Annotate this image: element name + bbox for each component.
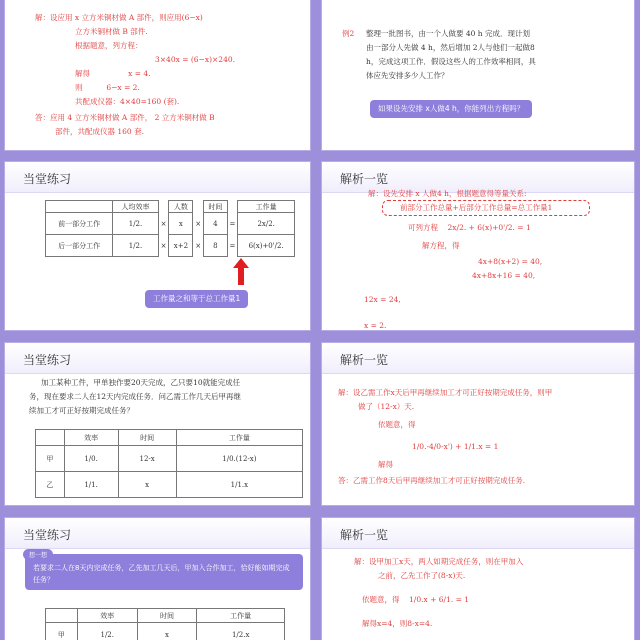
slide-7[interactable] [5,518,310,640]
solution-line: 解：设乙需工作x天后甲再继续加工才可正好按期完成任务，则甲 [338,388,553,397]
equation-line: 依题意，得 1/0.x + 6/1. = 1 [362,595,470,604]
solution-line: 4x+8(x+2) = 40, [478,257,543,266]
slide-title: 解析一览 [340,353,389,367]
table-cell: 1/2. [113,213,158,235]
arrow-shaft [238,267,244,285]
table-cell: 1/2.x [197,623,285,640]
table-cell: x [169,213,193,235]
solution-line: 解：设甲加工x天，两人如期完成任务，则在甲加入 [354,557,524,566]
slide-1[interactable] [5,0,310,150]
problem-line: 加工某种工件，甲单独作要20天完成，乙只要10就能完成任 [41,378,241,387]
table-cell: 后一部分工作 [46,235,113,257]
table-cell: 1/0.(12-x) [176,446,302,472]
solution-line: 4x+8x+16 = 40, [472,271,536,280]
table-header: 人均效率 [113,201,158,213]
problem-line: h，完成这项工作．假设这些人的工作效率相同，具 [366,57,536,66]
work-table [45,608,285,640]
equation-line: 1/0.-4/0-x') + 1/1.x = 1 [412,442,499,451]
table-cell: 1/1.x [176,472,302,498]
slide1-line: 立方米铜材做 B 部件. [75,27,148,36]
think-tag: 想一想 [23,549,53,560]
problem-line: 务，现在要求二人在12天内完成任务．问乙需工作几天后甲再继 [29,392,242,401]
table-cell: 甲 [36,446,65,472]
work-table [45,200,295,257]
slide1-line: 3×40x = (6−x)×240. [155,55,236,64]
table-header: 人数 [169,201,193,213]
table-cell: 1/0. [64,446,118,472]
slide-4[interactable] [322,162,634,330]
slide1-line: 则 6−x = 2. [75,83,140,92]
table-header [46,201,113,213]
table-cell: 乙 [36,472,65,498]
solution-line: 做了（12-x）天. [358,402,415,411]
slide-6[interactable] [322,343,634,505]
table-cell: 4 [204,213,227,235]
table-cell: 1/2. [77,623,137,640]
slide-8[interactable] [322,518,634,640]
table-header [46,609,78,623]
hint-pill[interactable]: 如果设先安排 x人做4 h，你能列出方程吗？ [370,100,532,118]
table-header: 效率 [64,430,118,446]
times-sign: × [160,241,167,250]
slide-title: 解析一览 [340,528,389,542]
table-cell: x [118,472,176,498]
table-header: 时间 [118,430,176,446]
problem-line: 体应先安排多少人工作？ [366,71,449,80]
think-question: 若要求二人在8天内完成任务，乙先加工几天后，甲加入合作加工，恰好能如期完成任务？ [25,554,303,590]
solution-line: 解得x=4，则8-x=4. [362,619,433,628]
answer-line: 答：乙需工作8天后甲再继续加工才可正好按期完成任务. [338,476,526,485]
table-cell: 12-x [118,446,176,472]
times-sign: × [195,219,202,228]
table-cell: 1/2. [113,235,158,257]
table-cell: 甲 [46,623,78,640]
solution-line: 解方程，得 [422,241,460,250]
slide-header [5,518,310,549]
problem-line: 由一部分人先做 4 h，然后增加 2人与他们一起做8 [366,43,535,52]
equals-sign: = [229,241,236,250]
table-cell: x [137,623,197,640]
slide-header [5,343,310,374]
slide-title: 当堂练习 [23,353,72,367]
callout-pill: 工作量之和等于总工作量1 [145,290,248,308]
slide-title: 当堂练习 [23,528,72,542]
table-header: 工作量 [197,609,285,623]
solution-line: 解得 [378,460,393,469]
slide-header [322,518,634,549]
slide-header [5,162,310,193]
table-cell: 前一部分工作 [46,213,113,235]
slide-header [322,343,634,374]
slide1-line: 解得 x = 4. [75,69,151,78]
solution-line: 之前，乙先工作了(8-x)天. [378,571,466,580]
slide1-line: 答：应用 4 立方米铜材做 A 部件， 2 立方米铜材做 B [35,113,215,122]
solution-line: 依题意，得 [378,420,416,429]
efficiency-table [35,429,303,498]
solution-line: 12x = 24, [364,295,401,304]
table-header: 时间 [204,201,227,213]
solution-line: 解：设先安排 x 人做4 h，根据题意得等量关系: [368,189,527,198]
problem-line: 整理一批图书，由一个人做要 40 h 完成．现计划 [366,29,531,38]
table-header: 工作量 [176,430,302,446]
times-sign: × [195,241,202,250]
table-header: 时间 [137,609,197,623]
slide-2[interactable] [322,0,634,150]
solution-line: 前部分工作总量+后部分工作总量=总工作量1 [400,203,553,212]
slide-title: 当堂练习 [23,172,72,186]
slide1-line: 根据题意，列方程： [75,41,143,50]
table-cell: 1/1. [64,472,118,498]
table-cell: x+2 [169,235,193,257]
table-cell: 8 [204,235,227,257]
example-label: 例2 [342,29,355,38]
table-header: 工作量 [238,201,295,213]
table-header: 效率 [77,609,137,623]
slide-3[interactable] [5,162,310,330]
table-header [36,430,65,446]
problem-line: 续加工才可正好按期完成任务？ [29,406,134,415]
slide-title: 解析一览 [340,172,389,186]
slide1-line: 部件，共配成仪器 160 套. [55,127,144,136]
slide1-line: 共配成仪器：4×40=160 (套). [75,97,180,106]
table-cell: 6(x)+0'/2. [238,235,295,257]
times-sign: × [160,219,167,228]
slide-5[interactable] [5,343,310,505]
equals-sign: = [229,219,236,228]
solution-line: x = 2. [364,321,387,330]
solution-line: 可列方程 2x/2. + 6(x)+0'/2. = 1 [408,223,531,232]
slide1-line: 解：设应用 x 立方米铜材做 A 部件，则应用(6−x) [35,13,203,22]
table-cell: 2x/2. [238,213,295,235]
